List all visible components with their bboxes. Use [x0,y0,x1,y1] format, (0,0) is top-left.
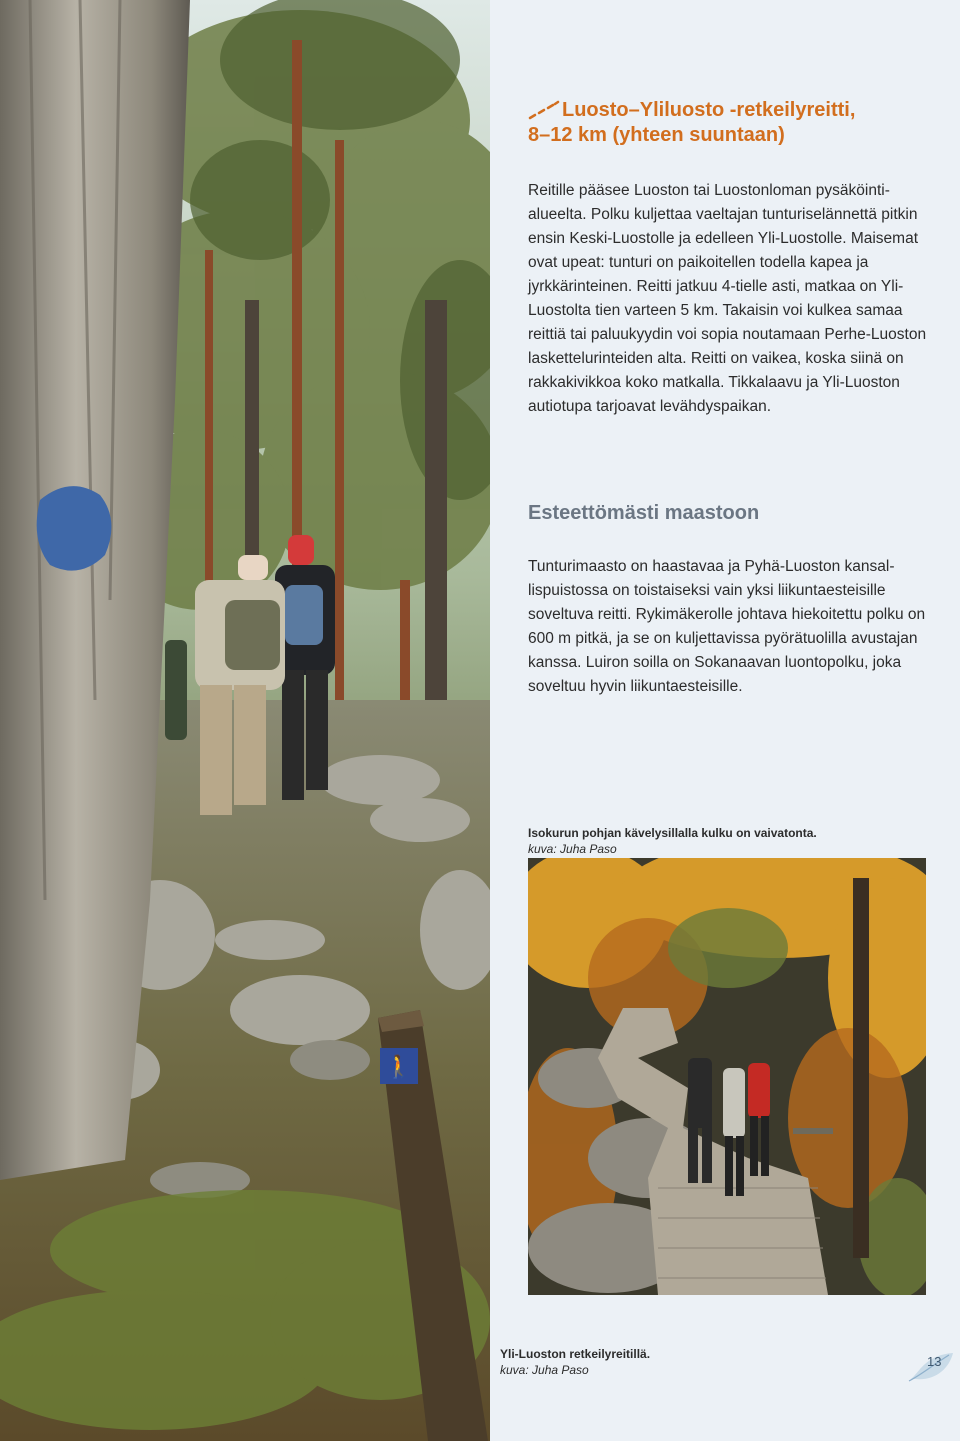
page-number-badge [905,1345,955,1385]
accessibility-heading: Esteettömästi maastoon [528,502,760,524]
trail-photo-caption [500,1346,800,1378]
boardwalk-photo-caption [528,825,928,857]
trail-dashes-icon [528,100,560,120]
accessibility-description: Tunturimaasto on haastavaa ja Pyhä-Luoston kansallispuistossa on toistaiseksi vain yksi liikuntaesteisille soveltuva reitti. Rykimäkerolle johtava hiekoitettu polku on 600 m pitkä, ja se on kuljettavissa pyörätuolilla avustajan kanssa. Luiron soilla on Sokanaavan luontopolku, joka soveltuu hyvin liikuntaesteisille. [528,558,926,695]
boardwalk-photo [528,858,926,1295]
page-number: 13 [927,1354,942,1369]
route-title-line1: Luosto–Yliluosto -retkeilyreitti, [562,99,856,121]
boardwalk-caption-title: Isokurun pohjan kävelysillalla kulku on vaivatonta. [528,826,817,840]
boardwalk-caption-credit: kuva: Juha Paso [528,842,617,856]
route-title-block [528,98,928,148]
route-title [528,98,928,148]
svg-text:🚶: 🚶 [385,1055,413,1080]
route-description: Reitille pääsee Luoston tai Luostonloman pysäköintialueelta. Polku kuljettaa vaeltajan tunturiselännettä pitkin ensin Keski-Luostolle ja edelleen Yli-Luostolle. Maisemat ovat upeat: tunturi on paikoitellen todella kapea ja jyrkkärinteinen. Reitti jatkuu 4-tielle asti, matkaa on Yli-Luostolta tien varteen 5 km. Takaisin voi kulkea samaa reittiä tai paluukyydin voi sopia noutamaan Perhe-Luoston laskettelurinteiden alta. Reitti on vaikea, koska siinä on rakkakivikkoa koko matkalla. Tikkalaavu ja Yli-Luoston autiotupa tarjoavat levähdyspaikan. [528,182,927,415]
route-title-line2: 8–12 km (yhteen suuntaan) [528,124,785,146]
trail-caption-title: Yli-Luoston retkeilyreitillä. [500,1347,651,1361]
trail-caption-credit: kuva: Juha Paso [500,1363,589,1377]
